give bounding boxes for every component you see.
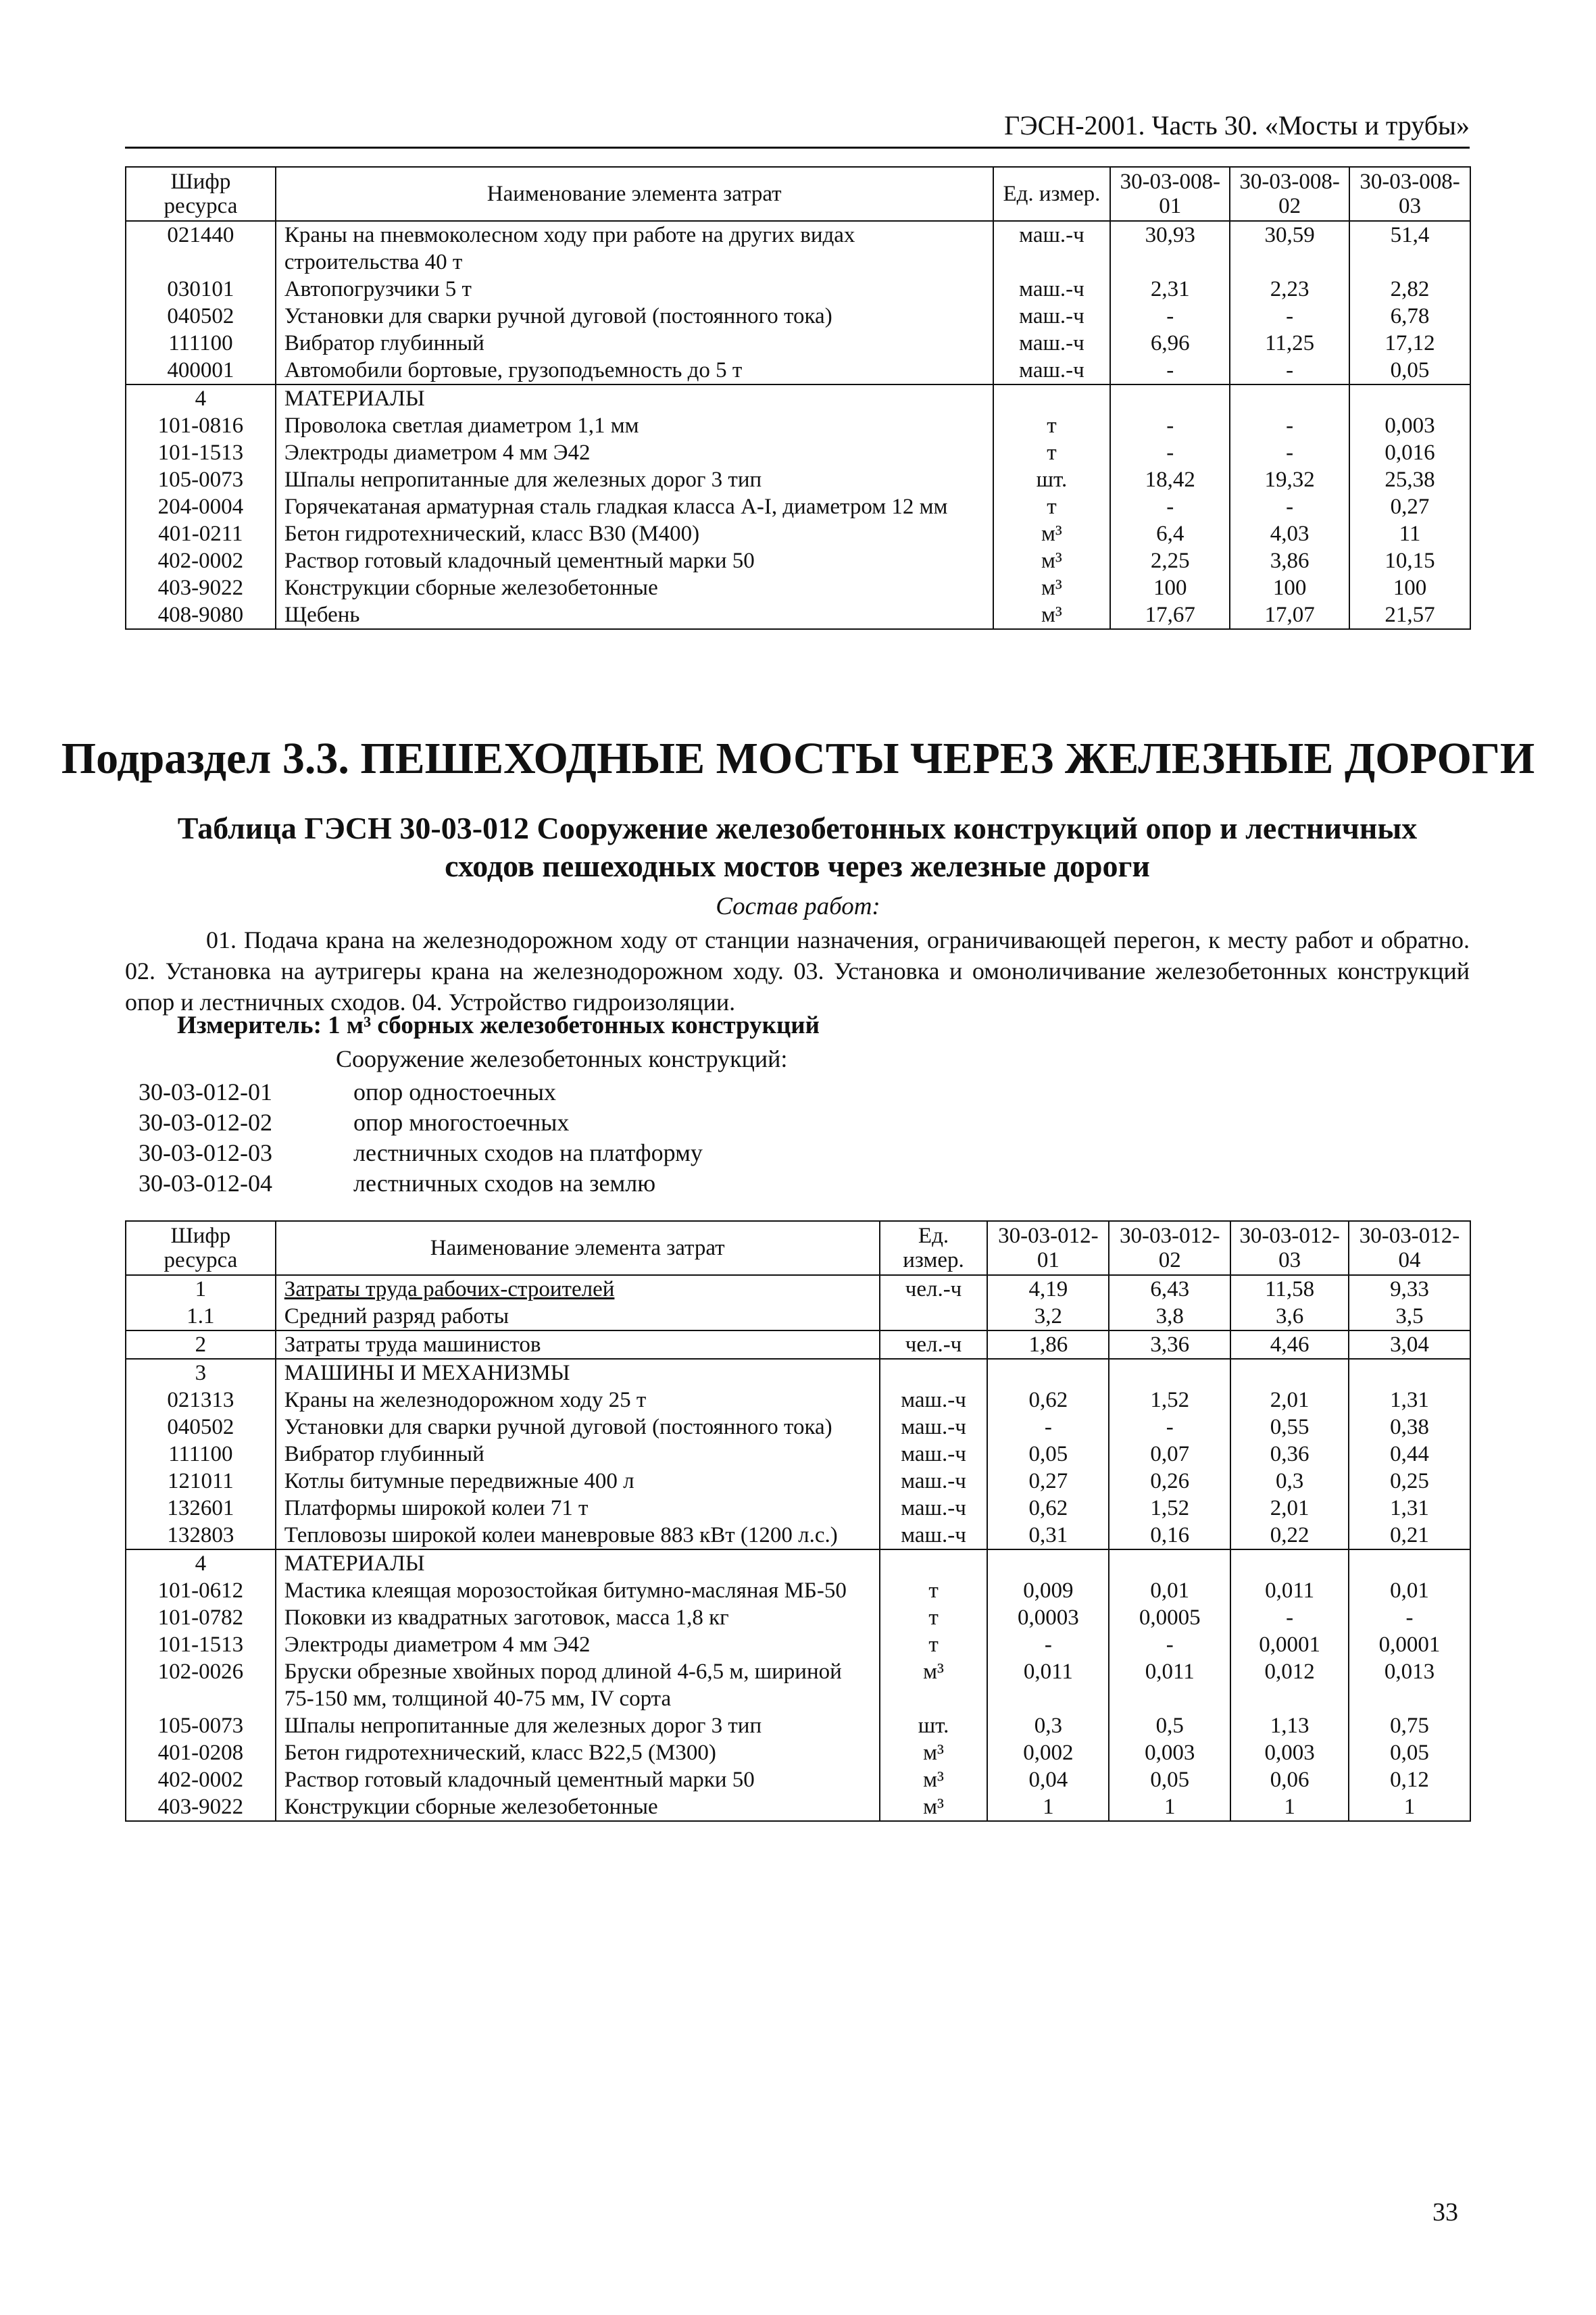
resource-value: 0,07 [1109, 1441, 1230, 1468]
resource-value: 100 [1110, 574, 1230, 601]
resource-value: - [1109, 1631, 1230, 1658]
resource-value: 3,86 [1230, 547, 1349, 574]
resource-value: 18,42 [1110, 466, 1230, 493]
resource-value: 2,01 [1230, 1495, 1349, 1522]
resource-name: Вибратор глубинный [276, 1441, 880, 1468]
resource-value: 0,05 [987, 1441, 1109, 1468]
resource-unit: м³ [880, 1766, 988, 1793]
resource-code: 132601 [126, 1495, 276, 1522]
table-row [126, 1793, 1470, 1821]
resource-value: 2,23 [1230, 276, 1349, 303]
resource-code: 403-9022 [126, 574, 276, 601]
resource-name: Автомобили бортовые, грузоподъемность до 5 т [276, 357, 993, 384]
resource-value [1230, 1549, 1349, 1577]
resource-value: 19,32 [1230, 466, 1349, 493]
resource-value: 0,27 [987, 1468, 1109, 1495]
table-row [126, 439, 1470, 466]
resource-code: 040502 [126, 1414, 276, 1441]
resource-unit: маш.-ч [880, 1441, 988, 1468]
resource-value: 30,59 [1230, 221, 1349, 276]
resource-code: 408-9080 [126, 601, 276, 629]
header-col: 30-03-012-04 [1349, 1221, 1470, 1275]
section-number: 3 [126, 1359, 276, 1387]
table-row [126, 1577, 1470, 1604]
resource-unit: т [993, 439, 1111, 466]
resource-value [1349, 1359, 1470, 1387]
table-header-row [126, 167, 1470, 221]
header-col: 30-03-012-01 [987, 1221, 1109, 1275]
code-list-item [139, 1168, 703, 1199]
resource-code: 400001 [126, 357, 276, 384]
resource-value: 0,31 [987, 1522, 1109, 1549]
resource-value: 17,67 [1110, 601, 1230, 629]
resource-value: 0,016 [1349, 439, 1470, 466]
table-row [126, 303, 1470, 330]
resource-value: - [1230, 493, 1349, 520]
resource-value: 25,38 [1349, 466, 1470, 493]
resource-code: 1 [126, 1275, 276, 1303]
code-list [139, 1077, 703, 1199]
resource-value: 0,27 [1349, 493, 1470, 520]
table-header-row [126, 1221, 1470, 1275]
resource-value: - [1230, 357, 1349, 384]
resource-name: Установки для сварки ручной дуговой (постоянного тока) [276, 303, 993, 330]
resource-value: 0,62 [987, 1387, 1109, 1414]
resource-name: Мастика клеящая морозостойкая битумно-масляная МБ-50 [276, 1577, 880, 1604]
resource-value: 0,0001 [1230, 1631, 1349, 1658]
resource-unit: м³ [880, 1658, 988, 1712]
resource-value: 4,03 [1230, 520, 1349, 547]
header-col: 30-03-008-02 [1230, 167, 1349, 221]
resource-unit: маш.-ч [993, 276, 1111, 303]
resource-value: 0,05 [1349, 357, 1470, 384]
resource-name: Электроды диаметром 4 мм Э42 [276, 439, 993, 466]
resource-unit: маш.-ч [880, 1468, 988, 1495]
resource-name: Бруски обрезные хвойных пород длиной 4-6,5 м, шириной 75-150 мм, толщиной 40-75 мм, IV сорта [276, 1658, 880, 1712]
resource-name: Бетон гидротехнический, класс В22,5 (М300) [276, 1739, 880, 1766]
resource-value: 1 [1109, 1793, 1230, 1821]
resource-unit: т [880, 1604, 988, 1631]
resource-value: 3,6 [1230, 1303, 1349, 1330]
resource-name: Платформы широкой колеи 71 т [276, 1495, 880, 1522]
resource-code: 401-0208 [126, 1739, 276, 1766]
resource-value [1109, 1549, 1230, 1577]
norm-code: 30-03-012-02 [139, 1109, 272, 1136]
resource-value: 0,01 [1349, 1577, 1470, 1604]
resource-code: 040502 [126, 303, 276, 330]
resource-value: 6,96 [1110, 330, 1230, 357]
code-list-item [139, 1107, 703, 1138]
resource-unit: м³ [993, 574, 1111, 601]
resource-value: 2,25 [1110, 547, 1230, 574]
resource-name: Краны на пневмоколесном ходу при работе на других видах строительства 40 т [276, 221, 993, 276]
resource-code: 101-0782 [126, 1604, 276, 1631]
works-description: 01. Подача крана на железнодорожном ходу от станции назначения, ограничивающей перегон, к месту работ и обратно. 02. Установка на аутригеры крана на железнодорожном ходу. 03. Установка и омоноличивание железобетонных конструкций опор и лестничных сходов. 04. Устройство гидроизоляции. [125, 926, 1470, 1016]
table-row [126, 1468, 1470, 1495]
resource-value: - [1110, 493, 1230, 520]
resource-value: 3,8 [1109, 1303, 1230, 1330]
resource-value: - [1230, 439, 1349, 466]
resource-value: 3,36 [1109, 1330, 1230, 1359]
resource-value: 0,3 [987, 1712, 1109, 1739]
resource-code: 021313 [126, 1387, 276, 1414]
resource-code: 101-1513 [126, 439, 276, 466]
code-list-item [139, 1138, 703, 1168]
resource-name: Поковки из квадратных заготовок, масса 1,8 кг [276, 1604, 880, 1631]
norm-code: 30-03-012-01 [139, 1078, 272, 1105]
resource-value: 0,011 [1230, 1577, 1349, 1604]
resource-value: 10,15 [1349, 547, 1470, 574]
table-caption-line: сходов пешеходных мостов через железные дороги [445, 849, 1150, 883]
header-code: Шифр ресурса [126, 167, 276, 221]
section-row [126, 384, 1470, 412]
resource-value: 0,75 [1349, 1712, 1470, 1739]
section-row [126, 1549, 1470, 1577]
resource-value: 1,31 [1349, 1495, 1470, 1522]
resource-value: 0,12 [1349, 1766, 1470, 1793]
resource-code: 021440 [126, 221, 276, 276]
resource-unit: т [880, 1577, 988, 1604]
header-col: 30-03-008-01 [1110, 167, 1230, 221]
resource-unit: шт. [880, 1712, 988, 1739]
header-unit: Ед. измер. [993, 167, 1111, 221]
section-number: 4 [126, 384, 276, 412]
resource-value: 11,58 [1230, 1275, 1349, 1303]
resource-value: 1 [1230, 1793, 1349, 1821]
section-row [126, 1359, 1470, 1387]
resource-value: 21,57 [1349, 601, 1470, 629]
resource-value: 11 [1349, 520, 1470, 547]
resource-value: 4,19 [987, 1275, 1109, 1303]
resource-name: Тепловозы широкой колеи маневровые 883 кВт (1200 л.с.) [276, 1522, 880, 1549]
resource-name: Раствор готовый кладочный цементный марки 50 [276, 547, 993, 574]
resource-value: 6,4 [1110, 520, 1230, 547]
resource-code: 402-0002 [126, 547, 276, 574]
resource-value [1230, 1359, 1349, 1387]
resource-value: 0,013 [1349, 1658, 1470, 1712]
resource-name: Шпалы непропитанные для железных дорог 3 тип [276, 1712, 880, 1739]
resource-unit: м³ [993, 547, 1111, 574]
resource-value: 0,003 [1109, 1739, 1230, 1766]
resource-unit: т [880, 1631, 988, 1658]
norm-code: 30-03-012-03 [139, 1139, 272, 1166]
section-title: МАТЕРИАЛЫ [276, 1549, 880, 1577]
norm-description: лестничных сходов на платформу [353, 1139, 703, 1166]
resource-value: 2,01 [1230, 1387, 1349, 1414]
resource-name: Конструкции сборные железобетонные [276, 574, 993, 601]
resource-value: 0,0005 [1109, 1604, 1230, 1631]
header-name: Наименование элемента затрат [276, 167, 993, 221]
resource-name: Установки для сварки ручной дуговой (постоянного тока) [276, 1414, 880, 1441]
resource-code: 030101 [126, 276, 276, 303]
resource-unit: т [993, 412, 1111, 439]
resource-unit: маш.-ч [993, 303, 1111, 330]
resource-value: 1,31 [1349, 1387, 1470, 1414]
resource-value: - [1230, 1604, 1349, 1631]
header-name: Наименование элемента затрат [276, 1221, 880, 1275]
resource-value: 0,011 [1109, 1658, 1230, 1712]
resource-unit: м³ [993, 601, 1111, 629]
resource-code: 401-0211 [126, 520, 276, 547]
resource-value: 3,04 [1349, 1330, 1470, 1359]
resource-value: 0,21 [1349, 1522, 1470, 1549]
resource-value: 51,4 [1349, 221, 1470, 276]
resource-value: - [1230, 412, 1349, 439]
resource-name: Электроды диаметром 4 мм Э42 [276, 1631, 880, 1658]
resource-value: 0,011 [987, 1658, 1109, 1712]
resource-unit: маш.-ч [880, 1522, 988, 1549]
resource-unit [993, 384, 1111, 412]
resource-value: 0,55 [1230, 1414, 1349, 1441]
resource-value: 11,25 [1230, 330, 1349, 357]
resource-value: 0,22 [1230, 1522, 1349, 1549]
resource-value [987, 1549, 1109, 1577]
header-col: 30-03-008-03 [1349, 167, 1470, 221]
resource-value: 17,07 [1230, 601, 1349, 629]
section-number: 2 [126, 1330, 276, 1359]
section-number: 4 [126, 1549, 276, 1577]
resource-value: 0,16 [1109, 1522, 1230, 1549]
measurement-unit: Измеритель: 1 м³ сборных железобетонных конструкций [177, 1012, 820, 1039]
resource-code: 204-0004 [126, 493, 276, 520]
resource-value: - [1110, 357, 1230, 384]
table-row [126, 520, 1470, 547]
resource-table-012 [125, 1220, 1471, 1822]
resource-code: 101-0816 [126, 412, 276, 439]
table-row [126, 1658, 1470, 1712]
resource-name: Затраты труда машинистов [276, 1330, 880, 1359]
page-number: 33 [1432, 2198, 1458, 2226]
resource-table-008 [125, 166, 1471, 630]
resource-unit: т [993, 493, 1111, 520]
table-row [126, 1522, 1470, 1549]
resource-value [1349, 1549, 1470, 1577]
resource-name: Котлы битумные передвижные 400 л [276, 1468, 880, 1495]
resource-name: Краны на железнодорожном ходу 25 т [276, 1387, 880, 1414]
header-col: 30-03-012-02 [1109, 1221, 1230, 1275]
resource-value: - [1109, 1414, 1230, 1441]
table-row [126, 1441, 1470, 1468]
resource-value: 1,13 [1230, 1712, 1349, 1739]
resource-value: 0,0003 [987, 1604, 1109, 1631]
resource-unit [880, 1303, 988, 1330]
resource-value: 3,5 [1349, 1303, 1470, 1330]
resource-code: 403-9022 [126, 1793, 276, 1821]
resource-value [1349, 384, 1470, 412]
resource-code: 105-0073 [126, 1712, 276, 1739]
resource-name: Бетон гидротехнический, класс В30 (М400) [276, 520, 993, 547]
resource-value: 0,38 [1349, 1414, 1470, 1441]
resource-code: 121011 [126, 1468, 276, 1495]
resource-value: - [1110, 412, 1230, 439]
resource-value: 0,002 [987, 1739, 1109, 1766]
resource-name: Щебень [276, 601, 993, 629]
resource-unit: маш.-ч [993, 357, 1111, 384]
resource-name: Затраты труда рабочих-строителей [276, 1275, 880, 1303]
resource-value: 0,01 [1109, 1577, 1230, 1604]
resource-value: - [987, 1414, 1109, 1441]
table-row [126, 1739, 1470, 1766]
resource-code: 132803 [126, 1522, 276, 1549]
resource-value: 1,86 [987, 1330, 1109, 1359]
resource-value: 17,12 [1349, 330, 1470, 357]
resource-name: Горячекатаная арматурная сталь гладкая класса А-I, диаметром 12 мм [276, 493, 993, 520]
resource-value: 6,43 [1109, 1275, 1230, 1303]
resource-value: - [1110, 303, 1230, 330]
table-row [126, 1495, 1470, 1522]
table-row [126, 276, 1470, 303]
subsection-title: Подраздел 3.3. ПЕШЕХОДНЫЕ МОСТЫ ЧЕРЕЗ ЖЕЛЕЗНЫЕ ДОРОГИ [61, 734, 1535, 783]
resource-code: 101-0612 [126, 1577, 276, 1604]
resource-unit: чел.-ч [880, 1330, 988, 1359]
resource-value: 6,78 [1349, 303, 1470, 330]
resource-unit: маш.-ч [880, 1414, 988, 1441]
code-list-item [139, 1077, 703, 1107]
table-row [126, 493, 1470, 520]
resource-code: 111100 [126, 1441, 276, 1468]
resource-name: Вибратор глубинный [276, 330, 993, 357]
table-row [126, 466, 1470, 493]
resource-unit: шт. [993, 466, 1111, 493]
resource-value: 0,62 [987, 1495, 1109, 1522]
resource-unit: маш.-ч [880, 1495, 988, 1522]
resource-code: 101-1513 [126, 1631, 276, 1658]
resource-value: - [1349, 1604, 1470, 1631]
resource-value: 4,46 [1230, 1330, 1349, 1359]
table-row [126, 1604, 1470, 1631]
resource-unit [880, 1549, 988, 1577]
page-header: ГЭСН-2001. Часть 30. «Мосты и трубы» [125, 109, 1470, 149]
resource-value: 0,36 [1230, 1441, 1349, 1468]
resource-value: 1,52 [1109, 1495, 1230, 1522]
resource-value: - [1110, 439, 1230, 466]
header-unit: Ед. измер. [880, 1221, 988, 1275]
norm-description: опор многостоечных [353, 1109, 570, 1136]
resource-value: 0,06 [1230, 1766, 1349, 1793]
resource-unit: м³ [880, 1793, 988, 1821]
resource-name: Проволока светлая диаметром 1,1 мм [276, 412, 993, 439]
resource-value: 1 [987, 1793, 1109, 1821]
resource-value: 0,05 [1349, 1739, 1470, 1766]
resource-unit: маш.-ч [993, 221, 1111, 276]
table-row [126, 357, 1470, 384]
resource-unit: м³ [880, 1739, 988, 1766]
table-row [126, 1303, 1470, 1330]
resource-unit: маш.-ч [880, 1387, 988, 1414]
resource-name: Средний разряд работы [276, 1303, 880, 1330]
header-col: 30-03-012-03 [1230, 1221, 1349, 1275]
codes-heading: Сооружение железобетонных конструкций: [336, 1045, 788, 1072]
resource-value [1110, 384, 1230, 412]
resource-unit: маш.-ч [993, 330, 1111, 357]
norm-description: лестничных сходов на землю [353, 1170, 656, 1197]
resource-name: Раствор готовый кладочный цементный марки 50 [276, 1766, 880, 1793]
resource-value: 0,04 [987, 1766, 1109, 1793]
resource-code: 111100 [126, 330, 276, 357]
resource-value: 100 [1230, 574, 1349, 601]
resource-value: 0,003 [1349, 412, 1470, 439]
resource-value [987, 1359, 1109, 1387]
table-row [126, 1631, 1470, 1658]
resource-value: 0,5 [1109, 1712, 1230, 1739]
section-title: МАТЕРИАЛЫ [276, 384, 993, 412]
resource-name: Шпалы непропитанные для железных дорог 3 тип [276, 466, 993, 493]
section-title: МАШИНЫ И МЕХАНИЗМЫ [276, 1359, 880, 1387]
resource-code: 1.1 [126, 1303, 276, 1330]
table-row [126, 1766, 1470, 1793]
resource-value [1109, 1359, 1230, 1387]
resource-value: 0,25 [1349, 1468, 1470, 1495]
header-code: Шифр ресурса [126, 1221, 276, 1275]
resource-code: 102-0026 [126, 1658, 276, 1712]
table-row [126, 1414, 1470, 1441]
resource-value: 0,26 [1109, 1468, 1230, 1495]
resource-unit [880, 1359, 988, 1387]
resource-value: 9,33 [1349, 1275, 1470, 1303]
table-caption-line: Таблица ГЭСН 30-03-012 Сооружение железобетонных конструкций опор и лестничных [177, 811, 1418, 845]
resource-value: 0,44 [1349, 1441, 1470, 1468]
table-row [126, 1712, 1470, 1739]
resource-value: 0,0001 [1349, 1631, 1470, 1658]
resource-value: 0,3 [1230, 1468, 1349, 1495]
norm-code: 30-03-012-04 [139, 1170, 272, 1197]
resource-value: 3,2 [987, 1303, 1109, 1330]
resource-unit: м³ [993, 520, 1111, 547]
resource-name: Автопогрузчики 5 т [276, 276, 993, 303]
table-row [126, 330, 1470, 357]
resource-value: - [987, 1631, 1109, 1658]
resource-value: 0,003 [1230, 1739, 1349, 1766]
table-row [126, 547, 1470, 574]
table-row [126, 601, 1470, 629]
resource-unit: чел.-ч [880, 1275, 988, 1303]
section-row [126, 1330, 1470, 1359]
resource-value: 2,82 [1349, 276, 1470, 303]
table-row [126, 1387, 1470, 1414]
resource-code: 105-0073 [126, 466, 276, 493]
table-row [126, 221, 1470, 276]
resource-value [1230, 384, 1349, 412]
resource-value: 30,93 [1110, 221, 1230, 276]
resource-value: 0,05 [1109, 1766, 1230, 1793]
resource-code: 402-0002 [126, 1766, 276, 1793]
table-row [126, 1275, 1470, 1303]
resource-value: 2,31 [1110, 276, 1230, 303]
table-row [126, 574, 1470, 601]
resource-value: 100 [1349, 574, 1470, 601]
table-caption [135, 810, 1460, 885]
table-row [126, 412, 1470, 439]
resource-value: 0,009 [987, 1577, 1109, 1604]
resource-name: Конструкции сборные железобетонные [276, 1793, 880, 1821]
resource-value: 1,52 [1109, 1387, 1230, 1414]
resource-value: 0,012 [1230, 1658, 1349, 1712]
resource-value: - [1230, 303, 1349, 330]
norm-description: опор одностоечных [353, 1078, 557, 1105]
works-title: Состав работ: [716, 893, 880, 920]
resource-value: 1 [1349, 1793, 1470, 1821]
